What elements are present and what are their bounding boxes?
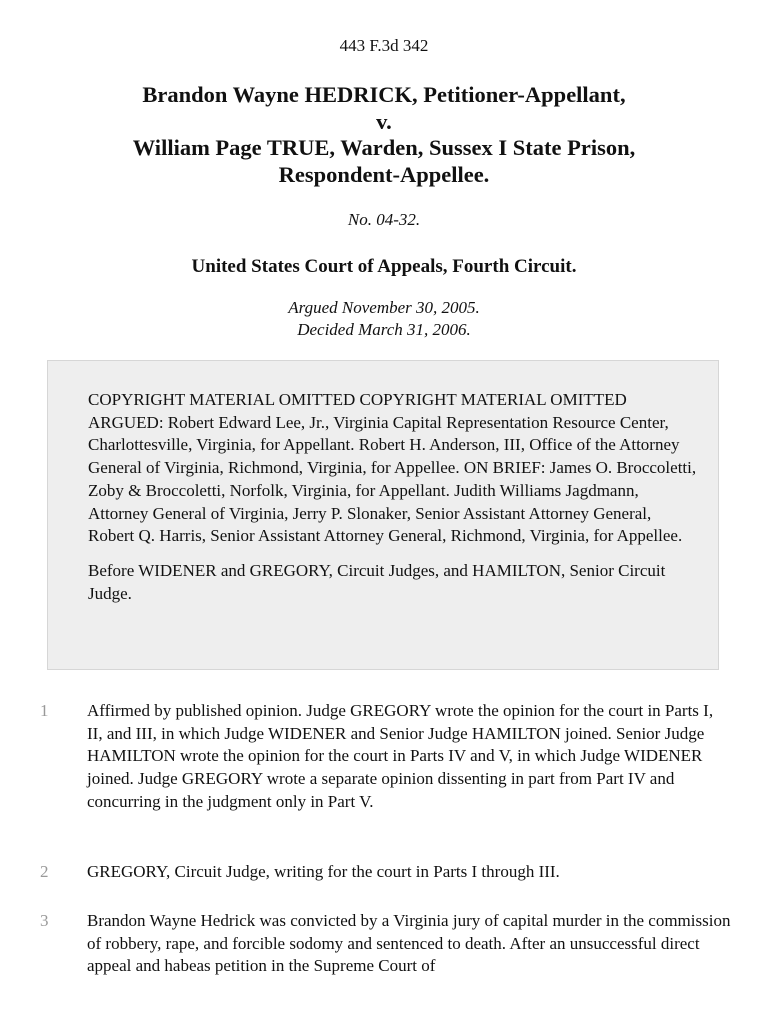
counsel-text: COPYRIGHT MATERIAL OMITTED COPYRIGHT MATERIAL OMITTED ARGUED: Robert Edward Lee, Jr., Virginia Capital Representation Resource Center, Charlottesville, Virginia, for Appellant. Robert H. Anderson, III, Office of the Attorney General of Virginia, Richmond, Virginia, for Appellee. ON BRIEF: James O. Broccoletti, Zoby & Broccoletti, Norfolk, Virginia, for Appellant. Judith Williams Jagdmann, Attorney General of Virginia, Jerry P. Slonaker, Senior Assistant Attorney General, Robert Q. Harris, Senior Assistant Attorney General, Richmond, Virginia, for Appellee.: [88, 390, 697, 546]
case-title: [40, 82, 728, 188]
docket-number: No. 04-32.: [347, 210, 421, 229]
counsel-box: [47, 360, 719, 670]
panel-text: Before WIDENER and GREGORY, Circuit Judges, and HAMILTON, Senior Circuit Judge.: [88, 560, 666, 603]
court-name: United States Court of Appeals, Fourth Circuit.: [191, 256, 577, 277]
paragraph-text: Brandon Wayne Hedrick was convicted by a Virginia jury of capital murder in the commission of robbery, rape, and forcible sodomy and sentenced to death. After an unsuccessful direct appeal and habeas petition in the Supreme Court of: [87, 911, 731, 976]
case-title-line: William Page TRUE, Warden, Sussex I State Prison,: [132, 135, 636, 160]
case-title-line: v.: [376, 108, 392, 134]
paragraph-text: Affirmed by published opinion. Judge GREGORY wrote the opinion for the court in Parts I, II, and III, in which Judge WIDENER and Senior Judge HAMILTON joined. Senior Judge HAMILTON wrote the opinion for the court in Parts IV and V, in which Judge WIDENER joined. Judge GREGORY wrote a separate opinion dissenting in part from Part IV and concurring in the judgment only in Part V.: [87, 701, 714, 811]
case-title-line: Respondent-Appellee.: [278, 161, 490, 187]
decided-date: Decided March 31, 2006.: [297, 320, 471, 339]
paragraph-number: 1: [40, 701, 49, 720]
paragraph-number: 2: [40, 862, 49, 881]
case-title-line: Brandon Wayne HEDRICK, Petitioner-Appellant,: [142, 82, 626, 107]
paragraph-text: GREGORY, Circuit Judge, writing for the court in Parts I through III.: [87, 862, 560, 881]
case-dates: [0, 297, 768, 341]
paragraph-number: 3: [40, 911, 49, 930]
case-citation: 443 F.3d 342: [339, 36, 429, 55]
argued-date: Argued November 30, 2005.: [288, 298, 480, 317]
